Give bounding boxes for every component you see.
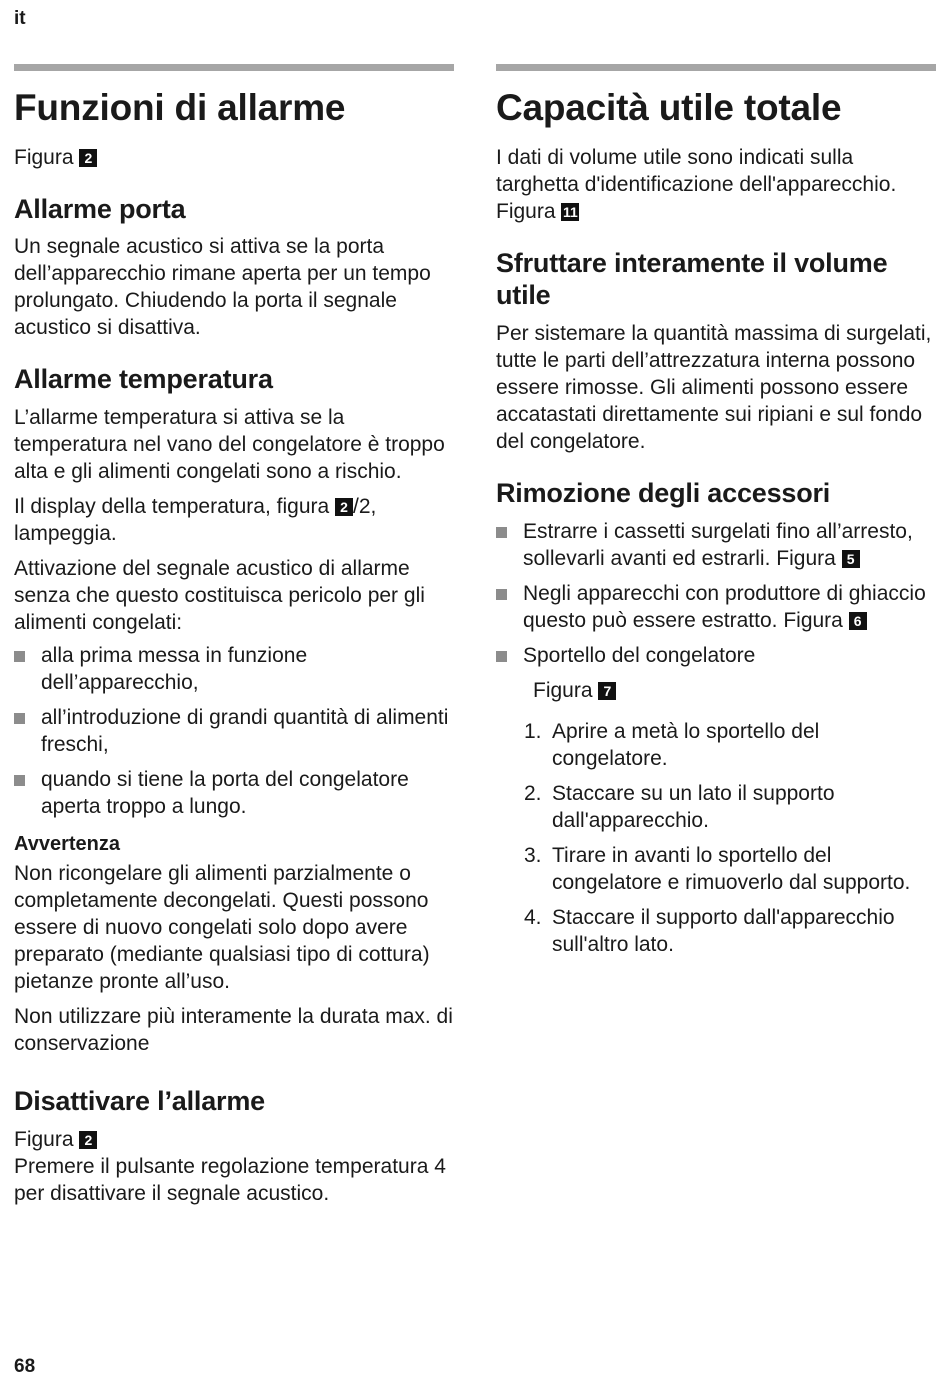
list-item [496,518,936,572]
activation-text: Attivazione del segnale acustico di allarme senza che questo costituisca pericolo per gli alimenti congelati: [14,557,425,635]
figure-number-badge: 11 [562,203,578,220]
figure-number-badge: 2 [79,1131,97,1149]
list-item [14,642,454,696]
section-rule [14,64,454,71]
section-title-alarm-functions: Funzioni di allarme [14,87,346,128]
activation-list [14,642,454,820]
list-item [496,580,936,634]
figure-number-badge: 7 [598,682,616,700]
heading-temperature-alarm: Allarme temperatura [14,364,273,395]
figure-reference [14,1126,454,1153]
page-number: 68 [14,1356,36,1377]
figure-label: Figura [14,1128,74,1152]
temperature-display-text [14,493,454,547]
step-number: 4. [524,906,542,930]
figure-number-badge: 2 [335,498,353,516]
figure-number-badge: 5 [842,550,860,568]
door-removal-steps [524,718,936,958]
list-item [496,642,936,669]
use-full-volume-text: Per sistemare la quantità massima di surgelati, tutte le parti dell’attrezzatura interna possono essere rimosse. Gli alimenti possono essere accatastati direttamente sui ripiani e sul fondo del congelatore. [496,322,932,454]
step-number: 1. [524,720,542,744]
square-bullet-icon [496,589,507,600]
square-bullet-icon [14,651,25,662]
heading-use-full-volume: Sfruttare interamente il volume utile [496,247,888,311]
list-item-text: quando si tiene la porta del congelatore aperta troppo a lungo. [41,768,409,819]
remove-accessories-list [496,518,936,669]
figure-number-badge: 6 [849,612,867,630]
list-item [14,704,454,758]
door-alarm-text: Un segnale acustico si attiva se la porta dell’apparecchio rimane aperta per un tempo prolungato. Chiudendo la porta il segnale acustico si disattiva. [14,235,431,340]
display-text-pre: Il display della temperatura, figura [14,495,335,519]
step-item [524,718,936,772]
warning-text: Non ricongelare gli alimenti parzialmente o completamente decongelati. Questi possono essere di nuovo congelati solo dopo avere preparato (mediante qualsiasi tipo di cottura) pietanze pronte all’uso. [14,862,430,994]
square-bullet-icon [496,651,507,662]
step-item [524,904,936,958]
heading-disable-alarm: Disattivare l’allarme [14,1086,265,1117]
right-column [496,64,936,966]
step-text: Aprire a metà lo sportello del congelatore. [552,720,820,771]
figure-label: Figura [14,145,74,169]
warning-text-2: Non utilizzare più interamente la durata max. di conservazione [14,1005,453,1056]
figure-label: Figura [533,679,593,703]
capacity-intro-text [496,144,936,225]
step-number: 3. [524,844,542,868]
heading-remove-accessories: Rimozione degli accessori [496,478,831,509]
step-item [524,842,936,896]
list-item-text: all’introduzione di grandi quantità di alimenti freschi, [41,706,449,757]
heading-door-alarm: Allarme porta [14,193,186,224]
figure-reference [533,677,936,704]
temperature-alarm-text: L’allarme temperatura si attiva se la temperatura nel vano del congelatore è troppo alta e gli alimenti congelati sono a rischio. [14,406,445,484]
display-text-post: /2, lampeggia. [14,495,377,546]
intro-text: I dati di volume utile sono indicati sulla targhetta d'identificazione dell'apparecchio. Figura [496,145,897,223]
language-code: it [14,8,26,29]
list-item-text: alla prima messa in funzione dell’apparecchio, [41,644,308,695]
step-text: Tirare in avanti lo sportello del congelatore e rimuoverlo dal supporto. [552,844,911,895]
square-bullet-icon [14,775,25,786]
square-bullet-icon [14,713,25,724]
step-text: Staccare su un lato il supporto dall'apparecchio. [552,782,835,833]
left-column [14,64,454,1215]
step-item [524,780,936,834]
list-item [14,766,454,820]
list-item-text: Sportello del congelatore [523,644,756,668]
section-rule [496,64,936,71]
figure-number-badge: 2 [79,149,97,167]
figure-reference [14,144,454,171]
step-text: Staccare il supporto dall'apparecchio sull'altro lato. [552,906,895,957]
list-item-text: Negli apparecchi con produttore di ghiaccio questo può essere estratto. Figura [523,582,926,633]
warning-heading: Avvertenza [14,833,120,856]
square-bullet-icon [496,527,507,538]
disable-alarm-text: Premere il pulsante regolazione temperatura 4 per disattivare il segnale acustico. [14,1155,446,1206]
list-item-text: Estrarre i cassetti surgelati fino all’arresto, sollevarli avanti ed estrarli. Figura [523,520,913,571]
step-number: 2. [524,782,542,806]
section-title-total-capacity: Capacità utile totale [496,87,842,128]
